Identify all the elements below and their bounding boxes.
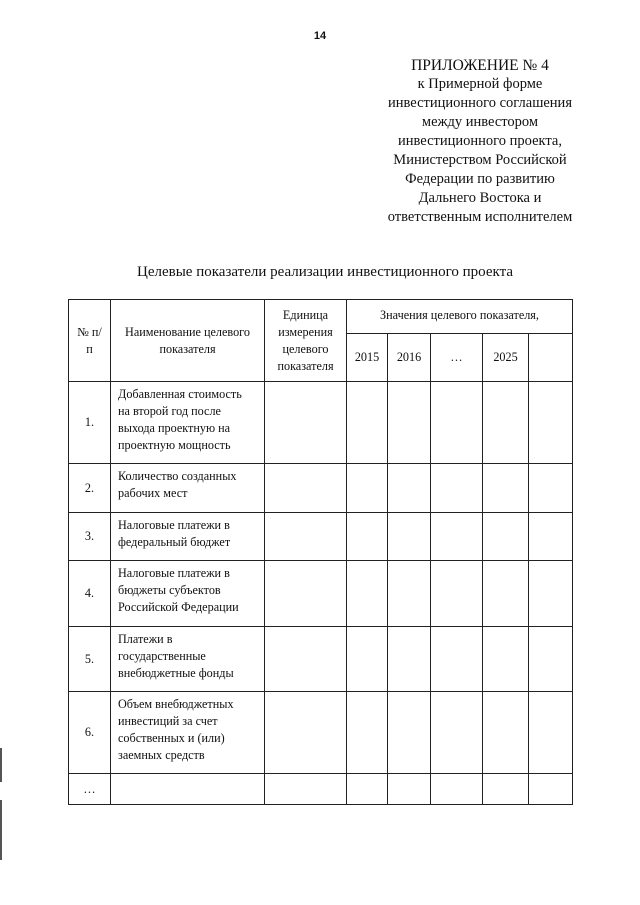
table-row [69, 692, 573, 774]
row-value-cell [388, 513, 431, 561]
row-unit-cell [265, 513, 347, 561]
row-name-line: Российской Федерации [118, 600, 239, 614]
row-value-cell [347, 561, 388, 627]
row-number: 2. [69, 464, 111, 513]
appendix-line: между инвестором [421, 114, 539, 130]
row-name-line: внебюджетные фонды [118, 666, 234, 680]
header-values: Значения целевого показателя, [347, 300, 573, 334]
row-value-cell [431, 464, 483, 513]
row-value-cell [529, 774, 573, 805]
header-year: 2016 [388, 334, 431, 382]
header-year: 2015 [347, 334, 388, 382]
header-unit: Единица измерения целевого показателя [265, 300, 347, 382]
appendix-line: Министерством Российской [393, 152, 567, 168]
row-name-line: инвестиций за счет [118, 714, 218, 728]
row-value-cell [483, 692, 529, 774]
row-number: 3. [69, 513, 111, 561]
indicators-table [68, 299, 573, 805]
appendix-line: к Примерной форме [417, 76, 543, 92]
row-name-line: собственных и (или) [118, 731, 225, 745]
appendix-line: инвестиционного соглашения [388, 95, 572, 111]
table-row [69, 382, 573, 464]
row-name-line: Налоговые платежи в [118, 518, 230, 532]
row-indicator-name [111, 513, 265, 561]
row-name-line: государственные [118, 649, 206, 663]
row-value-cell [347, 692, 388, 774]
row-unit-cell [265, 774, 347, 805]
row-indicator-name [111, 774, 265, 805]
header-num: № п/п [69, 300, 111, 382]
row-unit-cell [265, 627, 347, 692]
scan-edge-mark [0, 748, 2, 782]
appendix-line: инвестиционного проекта, [398, 133, 562, 149]
row-value-cell [483, 382, 529, 464]
row-name-line: на второй год после [118, 404, 221, 418]
header-name: Наименование целевого показателя [111, 300, 265, 382]
table-row [69, 464, 573, 513]
row-value-cell [529, 627, 573, 692]
row-value-cell [431, 692, 483, 774]
row-value-cell [347, 464, 388, 513]
row-value-cell [347, 627, 388, 692]
row-indicator-name [111, 561, 265, 627]
row-value-cell [529, 561, 573, 627]
table-row [69, 513, 573, 561]
row-number: 1. [69, 382, 111, 464]
page-number: 14 [313, 30, 327, 42]
appendix-heading: ПРИЛОЖЕНИЕ № 4 [411, 57, 549, 74]
row-name-line: Налоговые платежи в [118, 566, 230, 580]
appendix-line: ответственным исполнителем [387, 209, 573, 225]
row-unit-cell [265, 561, 347, 627]
row-value-cell [529, 382, 573, 464]
row-name-line: Объем внебюджетных [118, 697, 234, 711]
table-row [69, 627, 573, 692]
row-value-cell [388, 561, 431, 627]
row-value-cell [483, 513, 529, 561]
header-row [69, 300, 573, 334]
row-value-cell [388, 627, 431, 692]
row-value-cell [347, 382, 388, 464]
row-value-cell [529, 692, 573, 774]
row-number: … [69, 774, 111, 805]
row-value-cell [529, 464, 573, 513]
row-value-cell [483, 464, 529, 513]
row-value-cell [347, 513, 388, 561]
row-value-cell [431, 382, 483, 464]
table-row [69, 774, 573, 805]
header-year [529, 334, 573, 382]
row-value-cell [431, 561, 483, 627]
row-value-cell [483, 561, 529, 627]
row-name-line: проектную мощность [118, 438, 231, 452]
header-year: … [431, 334, 483, 382]
row-name-line: Добавленная стоимость [118, 387, 242, 401]
row-value-cell [431, 513, 483, 561]
row-unit-cell [265, 464, 347, 513]
row-number: 5. [69, 627, 111, 692]
row-number: 4. [69, 561, 111, 627]
document-title: Целевые показатели реализации инвестиционного проекта [137, 264, 513, 280]
row-name-line: федеральный бюджет [118, 535, 231, 549]
row-indicator-name [111, 692, 265, 774]
table-row [69, 561, 573, 627]
scan-edge-mark [0, 800, 2, 860]
header-year: 2025 [483, 334, 529, 382]
row-value-cell [388, 774, 431, 805]
row-indicator-name [111, 382, 265, 464]
row-name-line: рабочих мест [118, 486, 188, 500]
row-value-cell [388, 464, 431, 513]
row-name-line: выхода проектную на [118, 421, 231, 435]
row-unit-cell [265, 382, 347, 464]
row-name-line: заемных средств [118, 748, 205, 762]
row-name-line: Количество созданных [118, 469, 237, 483]
row-value-cell [388, 382, 431, 464]
row-number: 6. [69, 692, 111, 774]
row-value-cell [483, 774, 529, 805]
row-unit-cell [265, 692, 347, 774]
row-value-cell [529, 513, 573, 561]
row-value-cell [388, 692, 431, 774]
row-indicator-name [111, 627, 265, 692]
row-value-cell [431, 627, 483, 692]
row-indicator-name [111, 464, 265, 513]
appendix-line: Дальнего Востока и [418, 190, 542, 206]
row-value-cell [347, 774, 388, 805]
row-name-line: бюджеты субъектов [118, 583, 221, 597]
appendix-line: Федерации по развитию [405, 171, 555, 187]
appendix-block [360, 56, 600, 227]
row-name-line: Платежи в [118, 632, 173, 646]
row-value-cell [431, 774, 483, 805]
row-value-cell [483, 627, 529, 692]
